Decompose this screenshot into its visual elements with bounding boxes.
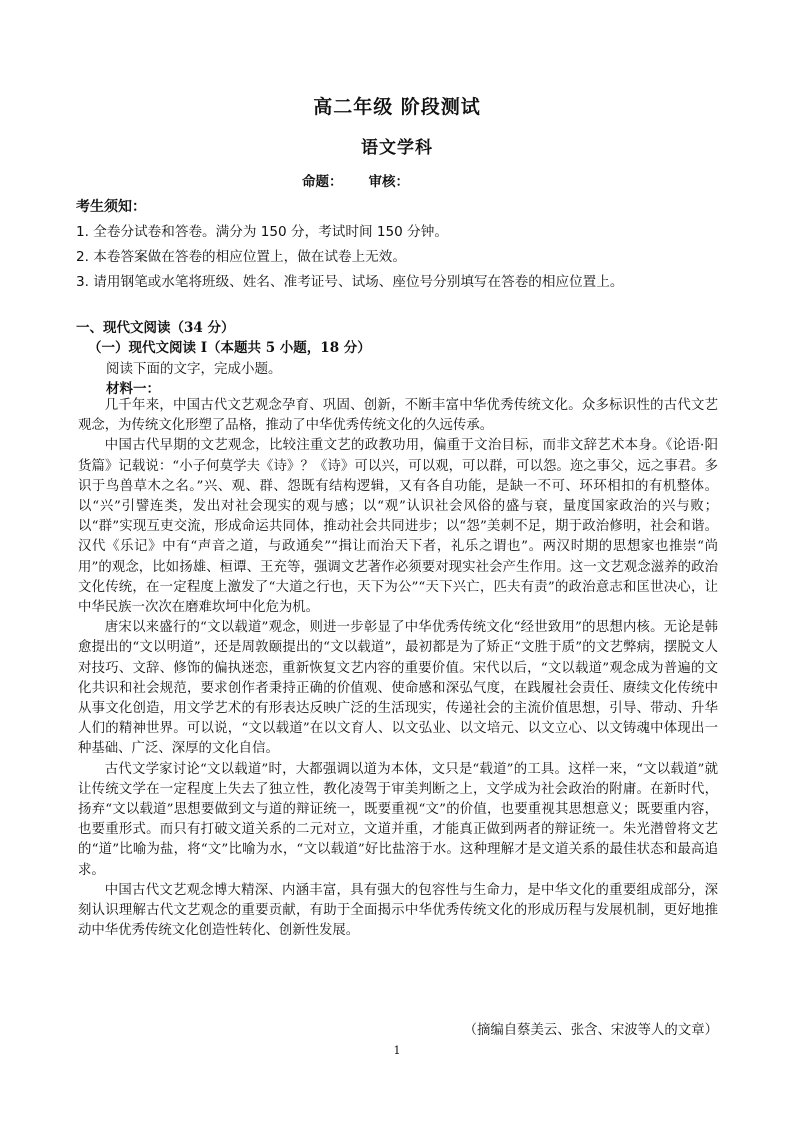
source-citation: （摘编自蔡美云、张含、宋波等人的文章） bbox=[463, 1023, 718, 1038]
section-heading: 一、现代文阅读（34 分） bbox=[76, 320, 235, 336]
exam-title: 高二年级 阶段测试 bbox=[313, 96, 481, 118]
page-number: 1 bbox=[393, 1044, 401, 1057]
subject-title: 语文学科 bbox=[361, 138, 433, 158]
passage-paragraph: 中国古代早期的文艺观念，比较注重文艺的政教功用，偏重于文治目标，而非文辞艺术本身。《论语·阳货篇》记载说：“小子何莫学夫《诗》？《诗》可以兴，可以观，可以群，可以怨。迩之事父，远之事君。多识于鸟兽草木之名。”兴、观、群、怨既有结构逻辑，又有各自功能，是缺一不可、环环相扣的有机整体。以“兴”引譬连类，发出对社会现实的观与感；以“观”认识社会风俗的盛与衰，量度国家政治的兴与败；以“群”实现互吏交流，形成命运共同体，推动社会共同进步；以“怨”美刺不足，期于政治修明，社会和谐。汉代《乐记》中有“声音之道，与政通矣”“揖让而治天下者，礼乐之谓也”。两汉时期的思想家也推崇“尚用”的观念，比如扬雄、桓谭、王充等，强调文艺著作必须要对现实社会产生作用。这一文艺观念滋养的政治文化传统，在一定程度上激发了“大道之行也，天下为公”“天下兴亡，匹夫有责”的政治意志和匡世决心，让中华民族一次次在磨难坎坷中化危为机。 bbox=[78, 438, 718, 616]
passage-paragraph: 几千年来，中国古代文艺观念孕育、巩固、创新，不断丰富中华优秀传统文化。众多标识性的古代文艺观念，为传统文化形塑了品格，推动了中华优秀传统文化的久远传承。 bbox=[78, 398, 718, 434]
passage-paragraph: 唐宋以来盛行的“文以载道”观念，则进一步彰显了中华优秀传统文化“经世致用”的思想内核。无论是韩愈提出的“文以明道”，还是周敦颐提出的“文以载道”，最初都是为了矫正“文胜于质”的文艺弊病，摆脱文人对技巧、文辞、修饰的偏执迷恋，重新恢复文艺内容的重要价值。宋代以后，“文以载道”观念成为普遍的文化共识和社会规范，要求创作者秉持正确的价值观、使命感和深弘气度，在践履社会责任、赓续文化传统中从事文化创造，用文学艺术的有形表达反映广泛的生活现实，传递社会的主流价值思想，引导、带动、升华人们的精神世界。可以说，“文以载道”在以文育人、以文弘业、以文培元、以文立心、以文铸魂中体现出一种基础、广泛、深厚的文化自信。 bbox=[78, 620, 718, 757]
proposer-label: 命题： bbox=[302, 174, 343, 190]
notice-item: 3. 请用钢笔或水笔将班级、姓名、准考证号、试场、座位号分别填写在答卷的相应位置上。 bbox=[76, 274, 624, 290]
notice-heading: 考生须知： bbox=[76, 199, 146, 215]
material-label: 材料一： bbox=[106, 381, 160, 397]
notice-item: 2. 本卷答案做在答卷的相应位置上，做在试卷上无效。 bbox=[76, 249, 406, 265]
reading-instruction: 阅读下面的文字，完成小题。 bbox=[106, 361, 282, 377]
reviewer-label: 审核： bbox=[368, 174, 409, 190]
subsection-heading: （一）现代文阅读 I（本题共 5 小题，18 分） bbox=[88, 340, 371, 356]
passage-paragraph: 中国古代文艺观念博大精深、内涵丰富，具有强大的包容性与生命力，是中华文化的重要组成部分，深刻认识理解古代文艺观念的重要贡献，有助于全面揭示中华优秀传统文化的形成历程与发展机制，更好地推动中华优秀传统文化创造性转化、创新性发展。 bbox=[78, 882, 718, 939]
author-line bbox=[302, 170, 435, 190]
notice-item: 1. 全卷分试卷和答卷。满分为 150 分，考试时间 150 分钟。 bbox=[76, 224, 448, 240]
reading-passage bbox=[78, 396, 718, 941]
passage-paragraph: 古代文学家讨论“文以载道”时，大都强调以道为本体，文只是“载道”的工具。这样一来，“文以载道”就让传统文学在一定程度上失去了独立性，教化凌驾于审美判断之上，文学成为社会政治的附庸。在新时代，扬弃“文以载道”思想要做到文与道的辩证统一，既要重视“文”的价值，也要重视其思想意义；既要重内容，也要重形式。而只有打破文道关系的二元对立，文道并重，才能真正做到两者的辩证统一。朱光潜曾将文艺的“道”比喻为盐，将“文”比喻为水，“文以载道”好比盐溶于水。这种理解才是文道关系的最佳状态和最高追求。 bbox=[78, 761, 718, 878]
